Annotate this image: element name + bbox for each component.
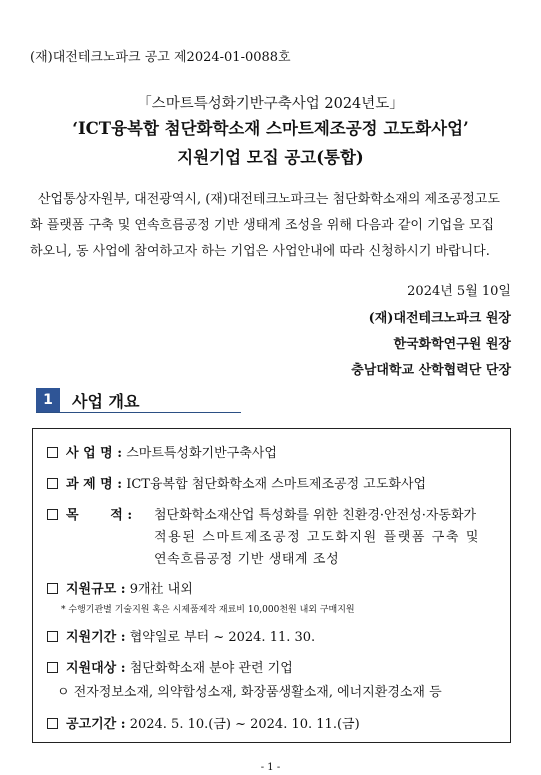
signer-krict: 한국화학연구원 원장 <box>393 337 511 352</box>
overview-label: 사 업 명 : <box>66 446 123 461</box>
overview-task-name <box>47 473 426 492</box>
intro-line: 산업통상자원부, 대전광역시, (재)대전테크노파크는 첨단화학소재의 제조공정고도 <box>38 192 500 207</box>
overview-notice-period <box>47 713 360 732</box>
overview-label: 지원대상 : <box>66 661 126 676</box>
checkbox-icon <box>47 662 58 673</box>
title-notice: 지원기업 모집 공고(통합) <box>177 148 364 167</box>
overview-value: 9개社 내외 <box>129 582 193 597</box>
purpose-line: 첨단화학소재산업 특성화를 위한 친환경·안전성·자동화가 <box>154 508 477 523</box>
overview-value: 스마트특성화기반구축사업 <box>126 446 277 461</box>
intro-line: 화 플랫폼 구축 및 연속흐름공정 기반 생태계 조성을 위해 다음과 같이 기업을 모집 <box>30 218 495 233</box>
overview-label: 과 제 명 : <box>66 477 123 492</box>
section-number: 1 <box>36 388 60 412</box>
signer-djtp: (재)대전테크노파크 원장 <box>368 311 511 326</box>
title-project: ‘ICT융복합 첨단화학소재 스마트제조공정 고도화사업’ <box>72 119 469 138</box>
scale-note: * 수행기관별 기술지원 혹은 시제품제작 재료비 10,000천원 내외 구매지원 <box>61 605 355 615</box>
checkbox-icon <box>47 718 58 729</box>
target-detail: ㅇ 전자정보소재, 의약합성소재, 화장품생활소재, 에너지환경소재 등 <box>57 685 442 700</box>
overview-value: 첨단화학소재 분야 관련 기업 <box>129 661 293 676</box>
overview-value: 협약일로 부터 ~ 2024. 11. 30. <box>129 630 316 645</box>
overview-label: 목 적 : <box>66 508 133 523</box>
intro-line: 하오니, 동 사업에 참여하고자 하는 기업은 사업안내에 따라 신청하시기 바랍니다. <box>30 244 490 259</box>
purpose-line: 연속흐름공정 기반 생태계 조성 <box>154 552 340 567</box>
overview-value: 2024. 5. 10.(금) ~ 2024. 10. 11.(금) <box>129 717 360 732</box>
checkbox-icon <box>47 509 58 520</box>
overview-scale <box>47 578 193 597</box>
signer-cnu: 충남대학교 산학협력단 단장 <box>351 363 511 378</box>
overview-label: 지원규모 : <box>66 582 126 597</box>
checkbox-icon <box>47 447 58 458</box>
checkbox-icon <box>47 583 58 594</box>
title-program: 「스마트특성화기반구축사업 2024년도」 <box>137 96 404 112</box>
overview-label: 지원기간 : <box>66 630 126 645</box>
notice-number: (재)대전테크노파크 공고 제2024-01-0088호 <box>30 50 291 65</box>
checkbox-icon <box>47 478 58 489</box>
intro-paragraph <box>30 187 511 265</box>
section-heading <box>36 388 241 413</box>
purpose-line: 적용된 스마트제조공정 고도화지원 플랫폼 구축 및 <box>154 530 480 545</box>
overview-period <box>47 626 315 645</box>
overview-purpose <box>47 504 132 523</box>
notice-date: 2024년 5월 10일 <box>407 284 511 299</box>
section-title: 사업 개요 <box>72 392 140 411</box>
overview-label: 공고기간 : <box>66 717 126 732</box>
page-number: - 1 - <box>260 762 281 773</box>
overview-value: ICT융복합 첨단화학소재 스마트제조공정 고도화사업 <box>126 477 427 492</box>
checkbox-icon <box>47 631 58 642</box>
overview-box <box>32 428 511 743</box>
overview-project-name <box>47 442 277 461</box>
overview-target <box>47 657 293 676</box>
